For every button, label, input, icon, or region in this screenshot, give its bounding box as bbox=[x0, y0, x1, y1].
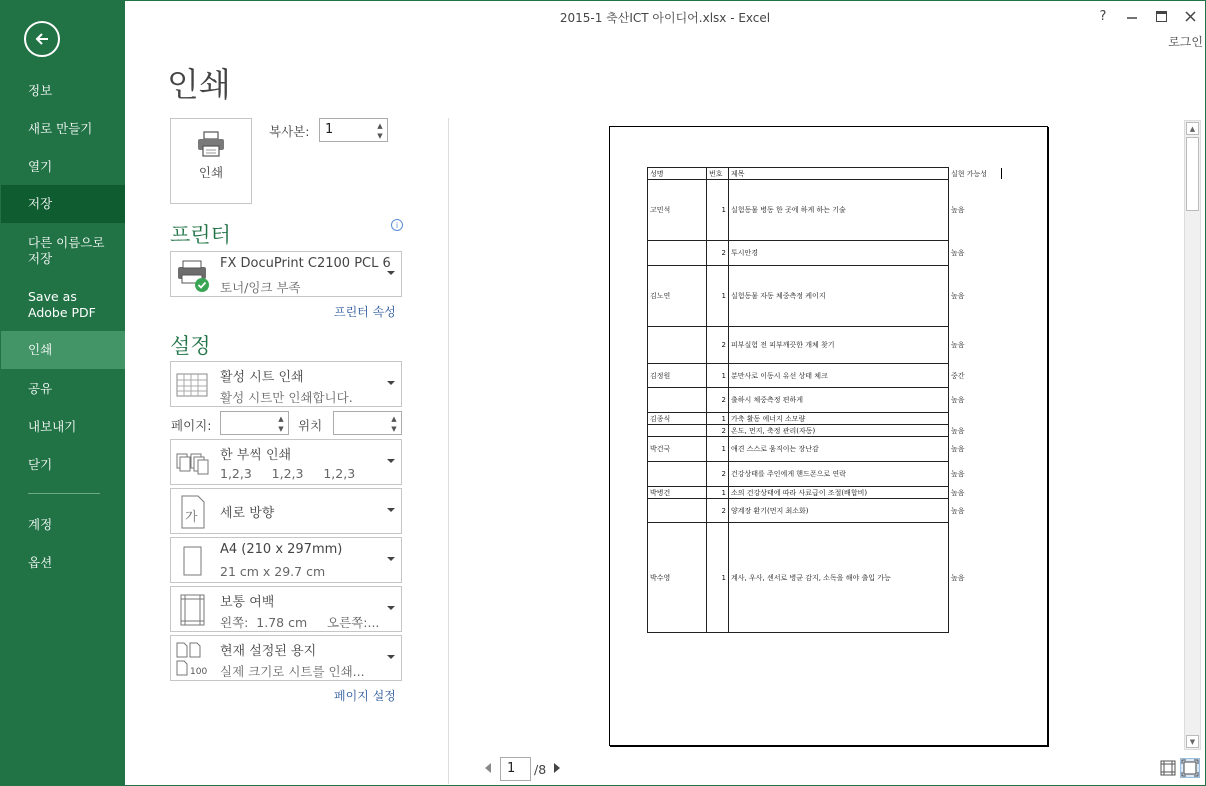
sidebar-item-new[interactable]: 새로 만들기 bbox=[28, 121, 93, 136]
table-row bbox=[648, 241, 990, 266]
scaling-main: 현재 설정된 용지 bbox=[220, 644, 317, 659]
copies-value: 1 bbox=[325, 122, 334, 137]
zoom-to-page-button[interactable] bbox=[1180, 758, 1200, 778]
orientation-select[interactable] bbox=[170, 488, 402, 534]
cell-name bbox=[648, 499, 707, 523]
table-row bbox=[648, 462, 990, 487]
panel-divider bbox=[448, 118, 449, 784]
back-arrow-icon bbox=[33, 30, 51, 48]
table-row bbox=[648, 364, 990, 388]
show-margins-icon[interactable] bbox=[1160, 760, 1176, 776]
chevron-down-icon bbox=[387, 557, 395, 561]
printer-icon bbox=[196, 131, 226, 157]
close-icon bbox=[1185, 11, 1196, 22]
printer-ready-icon bbox=[174, 257, 212, 293]
header-title: 제목 bbox=[729, 168, 949, 180]
sidebar-divider bbox=[28, 493, 100, 494]
print-what-main: 활성 시트 인쇄 bbox=[220, 370, 304, 385]
cell-no: 1 bbox=[707, 437, 729, 462]
cell-no: 2 bbox=[707, 388, 729, 413]
svg-text:가: 가 bbox=[185, 510, 198, 525]
cell-no: 1 bbox=[707, 364, 729, 388]
margins-icon bbox=[174, 592, 212, 628]
printer-section-title: 프린터 bbox=[170, 223, 231, 247]
scaling-select[interactable] bbox=[170, 635, 402, 681]
table-row bbox=[648, 180, 990, 241]
header-feasibility: 실현 가능성 bbox=[951, 169, 988, 178]
table-row bbox=[648, 266, 990, 327]
help-button[interactable] bbox=[1092, 5, 1114, 27]
table-row bbox=[648, 437, 990, 462]
cell-feasibility: 높음 bbox=[951, 445, 965, 453]
pages-to-label: 위치 bbox=[298, 418, 323, 433]
cell-no: 1 bbox=[707, 487, 729, 499]
cell-name: 김종식 bbox=[648, 413, 707, 425]
cell-name bbox=[648, 388, 707, 413]
print-what-sub: 활성 시트만 인쇄합니다. bbox=[220, 390, 353, 405]
cell-name: 박건국 bbox=[648, 437, 707, 462]
minimize-icon bbox=[1127, 11, 1137, 21]
pages-to-down-icon[interactable]: ▼ bbox=[391, 425, 397, 433]
cell-title: 건강상태를 주인에게 핸드폰으로 연락 bbox=[729, 462, 949, 487]
prev-page-icon[interactable] bbox=[485, 763, 491, 773]
table-row bbox=[648, 487, 990, 499]
copies-label: 복사본: bbox=[269, 124, 310, 139]
next-page-icon[interactable] bbox=[554, 763, 560, 773]
cell-feasibility: 높음 bbox=[951, 292, 965, 300]
chevron-down-icon bbox=[387, 381, 395, 385]
cell-name: 박병건 bbox=[648, 487, 707, 499]
collate-select[interactable] bbox=[170, 439, 402, 485]
back-button[interactable] bbox=[24, 21, 60, 57]
sidebar-item-share[interactable]: 공유 bbox=[28, 381, 53, 396]
cell-title: 가축 활동 에너지 소모량 bbox=[729, 413, 949, 425]
cell-title: 양계장 환기(먼지 최소화) bbox=[729, 499, 949, 523]
cell-name bbox=[648, 462, 707, 487]
cell-no: 2 bbox=[707, 241, 729, 266]
chevron-down-icon bbox=[387, 459, 395, 463]
table-row bbox=[648, 413, 990, 425]
preview-sheet-table bbox=[647, 167, 990, 633]
cell-name bbox=[648, 327, 707, 364]
cell-feasibility: 높음 bbox=[951, 396, 965, 404]
chevron-down-icon bbox=[387, 271, 395, 275]
cell-title: 온도, 먼지, 축정 관리(자동) bbox=[729, 425, 949, 437]
cell-feasibility bbox=[949, 413, 990, 425]
scaling-sub: 실제 크기로 시트를 인쇄... bbox=[220, 664, 365, 679]
scroll-down-icon[interactable]: ▼ bbox=[1186, 735, 1199, 748]
copies-down-icon[interactable]: ▼ bbox=[377, 132, 383, 140]
copies-up-icon[interactable]: ▲ bbox=[377, 122, 383, 130]
table-row bbox=[648, 327, 990, 364]
cell-title: 애견 스스로 움직이는 장난감 bbox=[729, 437, 949, 462]
cell-no: 1 bbox=[707, 413, 729, 425]
page-setup-link[interactable]: 페이지 설정 bbox=[334, 689, 396, 703]
pages-from-up-icon[interactable]: ▲ bbox=[278, 415, 284, 423]
scroll-up-icon[interactable]: ▲ bbox=[1186, 122, 1199, 135]
pages-to-input[interactable] bbox=[333, 411, 402, 435]
cell-name: 고민석 bbox=[648, 180, 707, 241]
cell-feasibility: 중간 bbox=[951, 371, 965, 380]
sheet-grid-icon bbox=[174, 367, 212, 403]
collate-sub: 1,2,3 1,2,3 1,2,3 bbox=[220, 466, 356, 481]
cell-feasibility: 높음 bbox=[951, 573, 965, 582]
page-number-input[interactable] bbox=[500, 757, 531, 781]
maximize-icon bbox=[1156, 11, 1167, 22]
current-page: 1 bbox=[507, 761, 516, 776]
header-no: 번호 bbox=[707, 168, 729, 180]
sidebar-item-options[interactable]: 옵션 bbox=[28, 555, 53, 570]
cell-feasibility: 높음 bbox=[951, 426, 965, 435]
cell-name bbox=[648, 425, 707, 437]
page-title: 인쇄 bbox=[167, 65, 231, 104]
backstage-sidebar bbox=[1, 1, 125, 786]
print-what-select[interactable] bbox=[170, 361, 402, 407]
cell-title: 투시안경 bbox=[729, 241, 949, 266]
cell-feasibility: 높음 bbox=[951, 470, 965, 478]
print-preview-page bbox=[609, 126, 1048, 746]
header-name: 성명 bbox=[648, 168, 707, 180]
orientation-main: 세로 방향 bbox=[220, 506, 275, 521]
cell-no: 1 bbox=[707, 180, 729, 241]
maximize-button[interactable] bbox=[1150, 5, 1172, 27]
margins-select[interactable] bbox=[170, 586, 402, 632]
zoom-to-page-icon bbox=[1181, 759, 1199, 777]
pages-from-down-icon[interactable]: ▼ bbox=[278, 425, 284, 433]
sidebar-item-info[interactable]: 정보 bbox=[28, 83, 53, 98]
cell-name bbox=[648, 241, 707, 266]
table-row bbox=[648, 425, 990, 437]
table-row bbox=[648, 523, 990, 633]
sidebar-item-save[interactable]: 저장 bbox=[1, 185, 125, 223]
printer-status: 토너/잉크 부족 bbox=[220, 280, 301, 295]
sidebar-item-save-as[interactable]: 다른 이름으로 저장 bbox=[28, 235, 105, 266]
text-cursor bbox=[1001, 168, 1002, 179]
cell-title: 출하시 체중측정 편하게 bbox=[729, 388, 949, 413]
sidebar-item-save-as-pdf[interactable]: Save as Adobe PDF bbox=[28, 289, 96, 320]
print-button-label: 인쇄 bbox=[198, 165, 224, 180]
cell-no: 2 bbox=[707, 499, 729, 523]
sidebar-item-close[interactable]: 닫기 bbox=[28, 457, 53, 472]
cell-name: 김노연 bbox=[648, 266, 707, 327]
paper-size-sub: 21 cm x 29.7 cm bbox=[220, 564, 326, 579]
cell-feasibility: 높음 bbox=[951, 206, 965, 214]
cell-feasibility: 높음 bbox=[951, 488, 965, 497]
printer-name: FX DocuPrint C2100 PCL 6 bbox=[220, 256, 391, 271]
paper-size-main: A4 (210 x 297mm) bbox=[220, 542, 343, 557]
sidebar-item-open[interactable]: 열기 bbox=[28, 159, 53, 174]
window-title: 2015-1 축산ICT 아이디어.xlsx - Excel bbox=[559, 11, 771, 25]
pages-label: 페이지: bbox=[171, 418, 212, 433]
chevron-down-icon bbox=[387, 606, 395, 610]
cell-no: 1 bbox=[707, 523, 729, 633]
margins-sub: 왼쪽: 1.78 cm 오른쪽:... bbox=[220, 615, 380, 630]
chevron-down-icon bbox=[387, 508, 395, 512]
table-row bbox=[648, 388, 990, 413]
cell-title: 피부실험 전 피부깨끗한 개체 찾기 bbox=[729, 327, 949, 364]
cell-name: 박수영 bbox=[648, 523, 707, 633]
help-icon: ? bbox=[1099, 8, 1107, 24]
sidebar-item-print[interactable]: 인쇄 bbox=[1, 331, 125, 369]
scroll-thumb[interactable] bbox=[1186, 137, 1199, 211]
info-icon[interactable]: i bbox=[391, 219, 403, 231]
cell-no: 2 bbox=[707, 327, 729, 364]
cell-no: 2 bbox=[707, 462, 729, 487]
sidebar-item-account[interactable]: 계정 bbox=[28, 517, 53, 532]
cell-feasibility: 높음 bbox=[951, 506, 965, 515]
chevron-down-icon bbox=[387, 655, 395, 659]
collate-icon bbox=[174, 445, 212, 481]
settings-section-title: 설정 bbox=[170, 334, 211, 358]
cell-title: 실험동물 자동 체중측정 케이지 bbox=[729, 266, 949, 327]
print-button[interactable] bbox=[170, 118, 252, 204]
cell-title: 계사, 우사, 센서로 병균 감지, 소독을 해야 출입 가능 bbox=[729, 523, 949, 633]
table-header-row bbox=[648, 168, 990, 180]
cell-no: 2 bbox=[707, 425, 729, 437]
margins-main: 보통 여백 bbox=[220, 595, 275, 610]
close-window-button[interactable] bbox=[1179, 5, 1201, 27]
pages-from-input[interactable] bbox=[220, 411, 289, 435]
total-pages: /8 bbox=[534, 762, 547, 777]
scaling-icon bbox=[174, 641, 212, 677]
portrait-page-icon bbox=[174, 494, 212, 530]
printer-select[interactable] bbox=[170, 251, 402, 297]
pages-to-up-icon[interactable]: ▲ bbox=[391, 415, 397, 423]
copies-input[interactable] bbox=[319, 118, 388, 142]
sidebar-item-export[interactable]: 내보내기 bbox=[28, 419, 77, 434]
printer-properties-link[interactable]: 프린터 속성 bbox=[334, 305, 396, 319]
table-row bbox=[648, 499, 990, 523]
cell-feasibility: 높음 bbox=[951, 249, 965, 257]
cell-no: 1 bbox=[707, 266, 729, 327]
cell-title: 분만사로 이동시 유선 상태 체크 bbox=[729, 364, 949, 388]
cell-title: 실험동물 병동 한 곳에 하게 하는 기술 bbox=[729, 180, 949, 241]
login-link[interactable]: 로그인 bbox=[1168, 35, 1203, 49]
paper-icon bbox=[174, 543, 212, 579]
paper-size-select[interactable] bbox=[170, 537, 402, 583]
minimize-button[interactable] bbox=[1121, 5, 1143, 27]
preview-scrollbar[interactable] bbox=[1184, 120, 1201, 750]
collate-main: 한 부씩 인쇄 bbox=[220, 448, 292, 463]
cell-name: 김정원 bbox=[648, 364, 707, 388]
cell-title: 소의 건강상태에 따라 사료급이 조절(배합비) bbox=[729, 487, 949, 499]
cell-feasibility: 높음 bbox=[951, 341, 965, 349]
svg-text:100: 100 bbox=[190, 667, 208, 677]
